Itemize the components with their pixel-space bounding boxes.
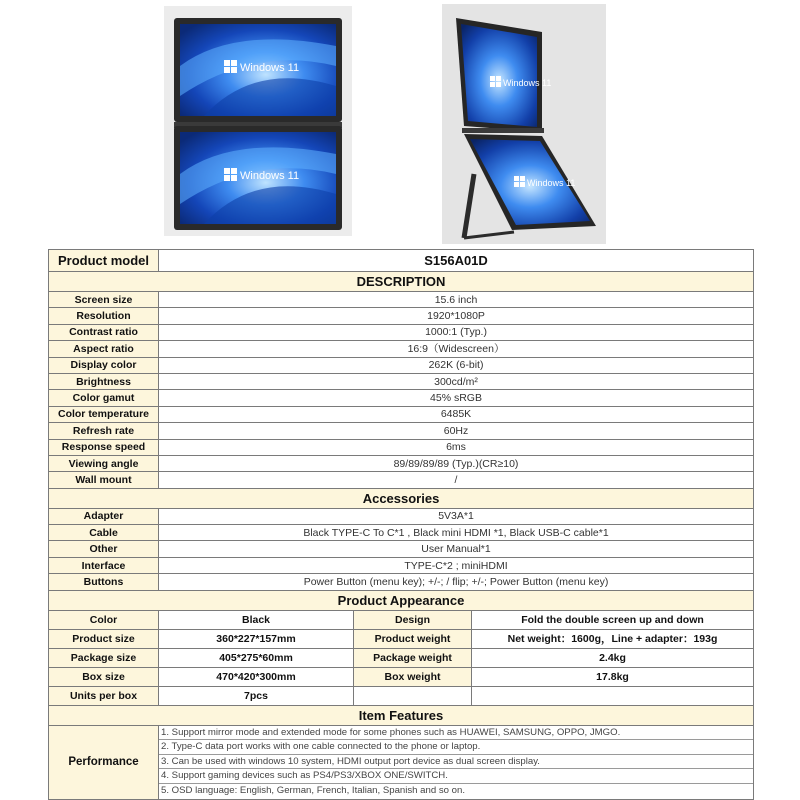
- stacked-monitor-illustration: [164, 6, 352, 236]
- spec-row: [49, 472, 754, 488]
- spec-row: [49, 574, 754, 590]
- spec-value: 16:9（Widescreen）: [159, 341, 754, 357]
- spec-value: 45% sRGB: [159, 390, 754, 406]
- spec-value: Black TYPE-C To C*1 , Black mini HDMI *1, Black USB-C cable*1: [159, 525, 754, 541]
- spec-value: TYPE-C*2 ; miniHDMI: [159, 557, 754, 573]
- windows-11-logo-bottom: Windows 11: [240, 170, 300, 182]
- spec-row: [49, 525, 754, 541]
- spec-label: Product size: [49, 629, 159, 648]
- spec-label: Units per box: [49, 686, 159, 705]
- spec-value: 6485K: [159, 406, 754, 422]
- spec-value: 6ms: [159, 439, 754, 455]
- model-label: Product model: [49, 250, 159, 272]
- spec-row: [49, 308, 754, 324]
- spec-label: Interface: [49, 557, 159, 573]
- spec-row: [49, 557, 754, 573]
- spec-row: [49, 455, 754, 471]
- appearance-row: [49, 648, 754, 667]
- feature-line: 4. Support gaming devices such as PS4/PS3/XBOX ONE/SWITCH.: [159, 769, 753, 784]
- spec-label: Other: [49, 541, 159, 557]
- section-features: [49, 705, 754, 725]
- spec-label: Color temperature: [49, 406, 159, 422]
- spec-value: Black: [159, 610, 354, 629]
- spec-label: Box weight: [354, 667, 472, 686]
- section-accessories: [49, 488, 754, 508]
- spec-label: Contrast ratio: [49, 324, 159, 340]
- spec-value: Power Button (menu key); +/-; / flip; +/-; Power Button (menu key): [159, 574, 754, 590]
- spec-label: Resolution: [49, 308, 159, 324]
- spec-value: 300cd/m²: [159, 373, 754, 389]
- spec-row: [49, 292, 754, 308]
- spec-label: Viewing angle: [49, 455, 159, 471]
- spec-value: 405*275*60mm: [159, 648, 354, 667]
- spec-row: [49, 439, 754, 455]
- spec-value: User Manual*1: [159, 541, 754, 557]
- spec-row: [49, 406, 754, 422]
- spec-value: 60Hz: [159, 423, 754, 439]
- model-value: S156A01D: [159, 250, 754, 272]
- appearance-row: [49, 629, 754, 648]
- windows-11-logo-top: Windows 11: [503, 78, 552, 88]
- unfolded-monitor-illustration: [442, 4, 606, 244]
- features-row: [49, 725, 754, 799]
- spec-value: 262K (6-bit): [159, 357, 754, 373]
- spec-label: Color: [49, 610, 159, 629]
- spec-label: Box size: [49, 667, 159, 686]
- feature-line: 3. Can be used with windows 10 system, HDMI output port device as dual screen display.: [159, 755, 753, 770]
- section-title: Accessories: [49, 488, 754, 508]
- section-description: [49, 272, 754, 292]
- spec-value: Net weight：1600g，Line + adapter：193g: [472, 629, 754, 648]
- spec-value: 360*227*157mm: [159, 629, 354, 648]
- spec-value: 1000:1 (Typ.): [159, 324, 754, 340]
- spec-label: Product weight: [354, 629, 472, 648]
- spec-value: 17.8kg: [472, 667, 754, 686]
- spec-value: Fold the double screen up and down: [472, 610, 754, 629]
- spec-value: 15.6 inch: [159, 292, 754, 308]
- empty-cell: [354, 686, 472, 705]
- spec-value: 7pcs: [159, 686, 354, 705]
- spec-value: 5V3A*1: [159, 508, 754, 524]
- section-title: DESCRIPTION: [49, 272, 754, 292]
- spec-label: Display color: [49, 357, 159, 373]
- feature-line: 5. OSD language: English, German, French, Italian, Spanish and so on.: [161, 785, 465, 797]
- appearance-row: [49, 686, 754, 705]
- spec-row: [49, 390, 754, 406]
- spec-value: 2.4kg: [472, 648, 754, 667]
- section-title: Item Features: [49, 705, 754, 725]
- spec-label: Brightness: [49, 373, 159, 389]
- spec-label: Color gamut: [49, 390, 159, 406]
- windows-11-logo-top: Windows 11: [240, 62, 300, 74]
- spec-label: Package weight: [354, 648, 472, 667]
- product-photo-unfolded: [442, 4, 606, 244]
- spec-row: [49, 373, 754, 389]
- spec-row: [49, 324, 754, 340]
- spec-table: [48, 249, 754, 800]
- kickstand-leg: [464, 174, 474, 238]
- model-row: [49, 250, 754, 272]
- spec-label: Aspect ratio: [49, 341, 159, 357]
- spec-label: Refresh rate: [49, 423, 159, 439]
- product-photo-stacked: [164, 6, 352, 236]
- spec-row: [49, 341, 754, 357]
- spec-label: Cable: [49, 525, 159, 541]
- spec-value: /: [159, 472, 754, 488]
- feature-line: 1. Support mirror mode and extended mode for some phones such as HUAWEI, SAMSUNG, OPPO, JMGO.: [159, 726, 753, 741]
- performance-list: [159, 725, 754, 799]
- spec-value: 1920*1080P: [159, 308, 754, 324]
- appearance-row: [49, 610, 754, 629]
- performance-label: Performance: [49, 725, 159, 799]
- empty-cell: [472, 686, 754, 705]
- section-title: Product Appearance: [49, 590, 754, 610]
- spec-label: Adapter: [49, 508, 159, 524]
- spec-row: [49, 508, 754, 524]
- spec-label: Wall mount: [49, 472, 159, 488]
- spec-label: Design: [354, 610, 472, 629]
- spec-row: [49, 423, 754, 439]
- feature-line: 2. Type-C data port works with one cable connected to the phone or laptop.: [159, 740, 753, 755]
- spec-label: Buttons: [49, 574, 159, 590]
- spec-row: [49, 541, 754, 557]
- appearance-row: [49, 667, 754, 686]
- spec-label: Response speed: [49, 439, 159, 455]
- section-appearance: [49, 590, 754, 610]
- spec-row: [49, 357, 754, 373]
- spec-label: Package size: [49, 648, 159, 667]
- windows-11-logo-bottom: Windows 11: [527, 178, 576, 188]
- spec-value: 470*420*300mm: [159, 667, 354, 686]
- spec-label: Screen size: [49, 292, 159, 308]
- spec-value: 89/89/89/89 (Typ.)(CR≥10): [159, 455, 754, 471]
